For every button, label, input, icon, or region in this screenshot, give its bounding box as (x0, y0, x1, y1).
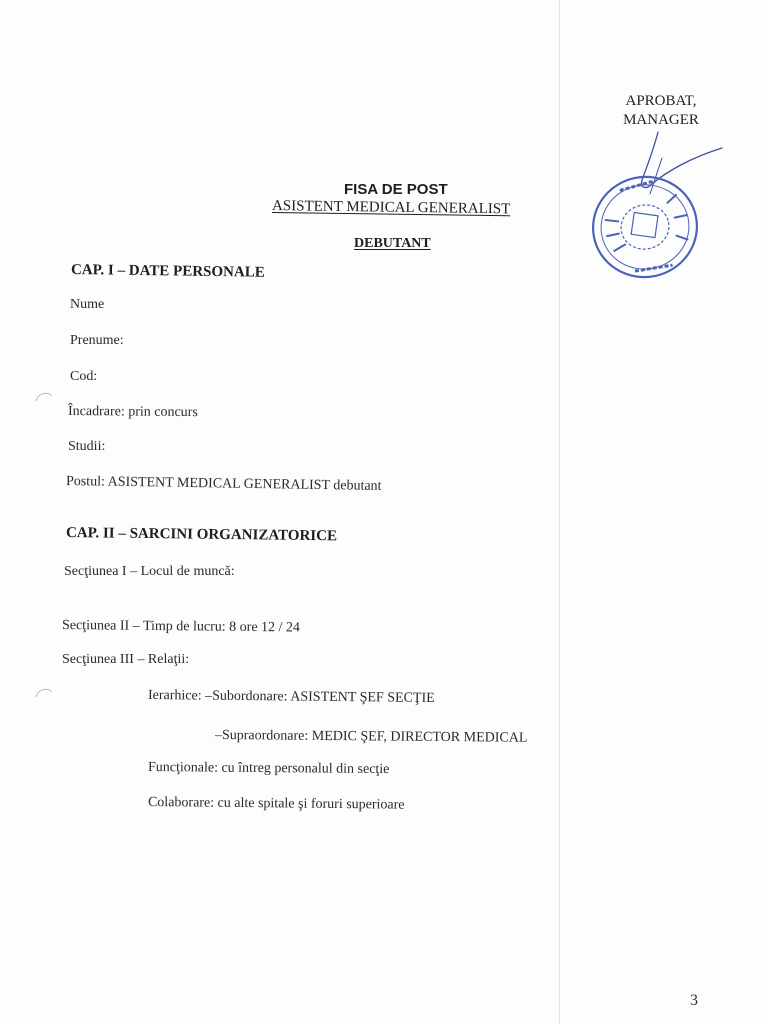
relations-superior: –Supraordonare: MEDIC ŞEF, DIRECTOR MEDICAL (214, 728, 528, 746)
field-nume: Nume (70, 297, 105, 312)
page-number: 3 (690, 992, 698, 1009)
field-studii: Studii: (68, 439, 106, 454)
relations-hierarchical: Ierarhice: –Subordonare: ASISTENT ŞEF SECŢIE (147, 688, 435, 707)
field-cod: Cod: (70, 369, 98, 384)
relations-functional: Funcţionale: cu întreg personalul din secţie (147, 760, 390, 778)
approval-role: MANAGER (623, 112, 699, 128)
relations-collaboration: Colaborare: cu alte spitale şi foruri superioare (147, 795, 405, 813)
page-fold-line (559, 0, 560, 1024)
position-title: ASISTENT MEDICAL GENERALIST (271, 198, 511, 218)
section-2-work-time: Secţiunea II – Timp de lucru: 8 ore 12 / 24 (61, 618, 301, 636)
chapter-2-heading: CAP. II – SARCINI ORGANIZATORICE (65, 525, 338, 545)
official-stamp-icon (588, 172, 702, 282)
chapter-1-heading: CAP. I – DATE PERSONALE (70, 262, 265, 281)
document-title: FISA DE POST (344, 181, 448, 198)
approval-block (596, 92, 726, 130)
punch-hole-mark-icon (34, 686, 54, 698)
punch-hole-mark-icon (34, 390, 54, 402)
field-postul: Postul: ASISTENT MEDICAL GENERALIST debutant (65, 474, 382, 494)
approval-label: APROBAT, (625, 93, 697, 109)
field-incadrare: Încadrare: prin concurs (67, 404, 198, 421)
section-3-relations: Secţiunea III – Relaţii: (62, 652, 190, 667)
field-prenume: Prenume: (70, 333, 124, 348)
section-1-workplace: Secţiunea I – Locul de muncă: (64, 564, 235, 579)
position-level: DEBUTANT (354, 236, 431, 251)
